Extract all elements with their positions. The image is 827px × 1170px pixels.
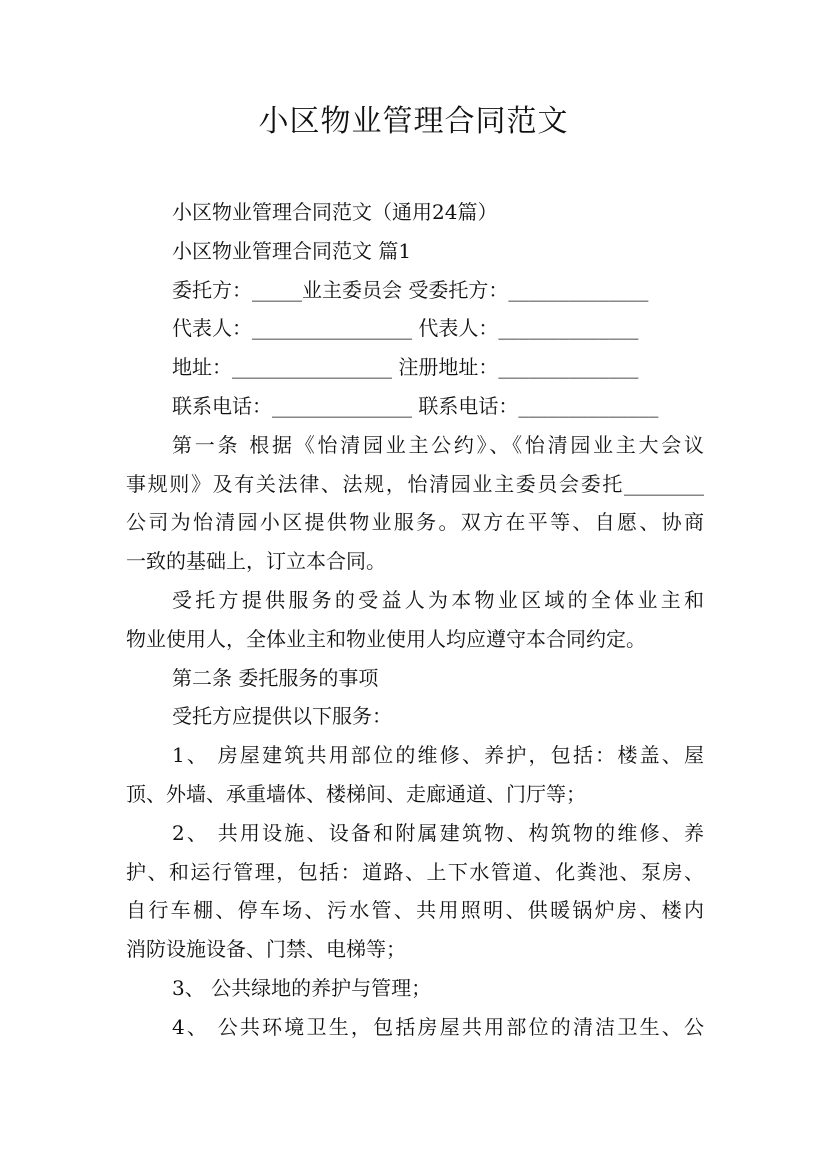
list-item-line: 2、 共用设施、设备和附属建筑物、构筑物的维修、养 [172,820,704,845]
party-line: 地址：________________ 注册地址：______________ [172,355,639,380]
document-title: 小区物业管理合同范文 [258,104,569,139]
list-item-line: 3、 公共绿地的养护与管理； [172,975,432,1000]
subtitle-line: 小区物业管理合同范文（通用24篇） [172,200,498,224]
party-line: 代表人：________________ 代表人：______________ [172,316,639,341]
paragraph-line: 公司为怡清园小区提供物业服务。双方在平等、自愿、协商 [126,510,704,535]
list-item-line: 1、 房屋建筑共用部位的维修、养护，包括：楼盖、屋 [172,743,704,768]
list-item-line: 顶、外墙、承重墙体、楼梯间、走廊通道、门厅等； [126,781,586,806]
list-item-line: 护、和运行管理，包括：道路、上下水管道、化粪池、泵房、 [126,859,704,884]
list-item-line: 4、 公共环境卫生，包括房屋共用部位的清洁卫生、公 [172,1014,704,1039]
paragraph-line: 事规则》及有关法律、法规，怡清园业主委员会委托________ [126,471,704,496]
paragraph-line: 物业使用人，全体业主和物业使用人均应遵守本合同约定。 [126,626,646,651]
list-item-line: 消防设施设备、门禁、电梯等； [126,937,406,962]
list-item-line: 自行车棚、停车场、污水管、共用照明、供暖锅炉房、楼内 [126,898,704,923]
article-heading: 第二条 委托服务的事项 [172,665,379,690]
party-line: 联系电话：______________ 联系电话：______________ [172,393,659,418]
paragraph-line: 受托方应提供以下服务： [172,704,392,729]
paragraph-line: 一致的基础上，订立本合同。 [126,549,386,574]
section-heading: 小区物业管理合同范文 篇1 [172,238,412,263]
paragraph-line: 受托方提供服务的受益人为本物业区域的全体业主和 [172,587,704,612]
party-line: 委托方：_____业主委员会 受委托方：______________ [172,277,649,302]
paragraph-line: 第一条 根据《怡清园业主公约》、《怡清园业主大会议 [172,432,704,457]
document-body [126,193,704,1047]
